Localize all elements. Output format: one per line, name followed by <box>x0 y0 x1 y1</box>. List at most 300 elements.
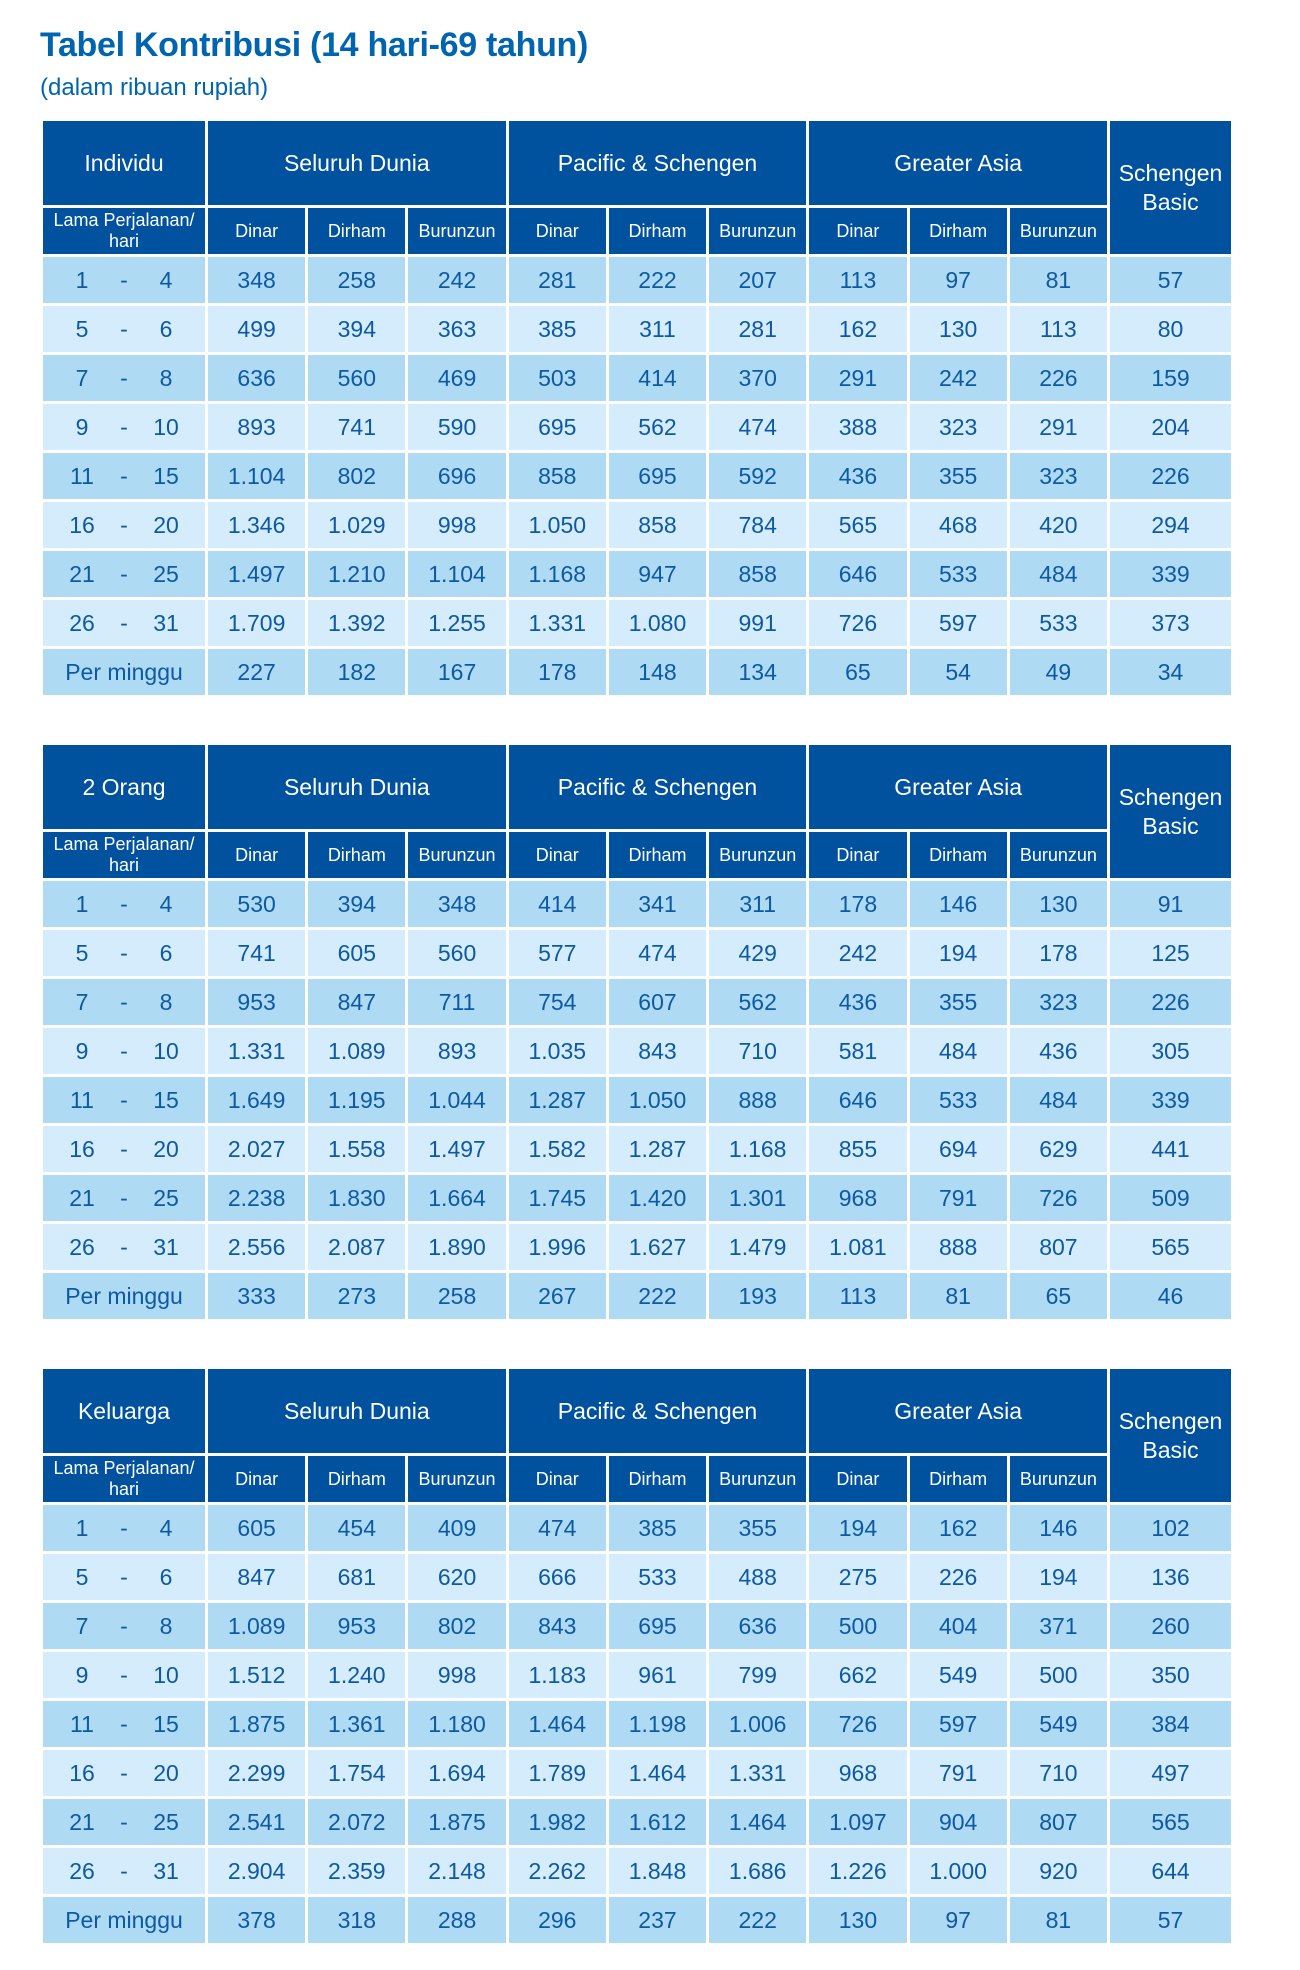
value-cell: 509 <box>1110 1175 1231 1221</box>
range-to: 4 <box>159 890 173 917</box>
value-cell: 291 <box>809 355 906 401</box>
value-cell: 311 <box>609 306 706 352</box>
duration-range <box>43 316 205 343</box>
range-from: 21 <box>69 1808 95 1835</box>
value-cell: 113 <box>1010 306 1107 352</box>
range-separator: - <box>120 1135 128 1162</box>
value-cell: 2.238 <box>208 1175 305 1221</box>
schengen-basic-header: Schengen Basic <box>1110 1369 1231 1502</box>
value-cell: 1.301 <box>709 1175 806 1221</box>
value-cell: 1.287 <box>609 1126 706 1172</box>
header-sub-row <box>43 1456 1231 1502</box>
range-to: 15 <box>153 1086 179 1113</box>
value-cell: 629 <box>1010 1126 1107 1172</box>
value-cell: 57 <box>1110 257 1231 303</box>
row-label <box>43 1554 205 1600</box>
value-cell: 953 <box>308 1603 405 1649</box>
duration-column-header <box>43 832 205 878</box>
value-cell: 855 <box>809 1126 906 1172</box>
value-cell: 1.497 <box>208 551 305 597</box>
value-cell: 549 <box>910 1652 1007 1698</box>
value-cell: 370 <box>709 355 806 401</box>
table-row <box>43 1603 1231 1649</box>
header-group-row <box>43 121 1231 205</box>
subcolumn-header: Dirham <box>910 832 1007 878</box>
value-cell: 888 <box>910 1224 1007 1270</box>
value-cell: 500 <box>1010 1652 1107 1698</box>
value-cell: 560 <box>408 930 505 976</box>
value-cell: 695 <box>609 1603 706 1649</box>
value-cell: 565 <box>1110 1799 1231 1845</box>
value-cell: 113 <box>809 257 906 303</box>
value-cell: 920 <box>1010 1848 1107 1894</box>
range-separator: - <box>120 364 128 391</box>
value-cell: 339 <box>1110 1077 1231 1123</box>
value-cell: 1.875 <box>408 1799 505 1845</box>
value-cell: 1.420 <box>609 1175 706 1221</box>
value-cell: 893 <box>208 404 305 450</box>
range-to: 8 <box>159 988 173 1015</box>
value-cell: 1.006 <box>709 1701 806 1747</box>
value-cell: 348 <box>408 881 505 927</box>
value-cell: 1.050 <box>609 1077 706 1123</box>
value-cell: 441 <box>1110 1126 1231 1172</box>
value-cell: 1.226 <box>809 1848 906 1894</box>
range-separator: - <box>120 315 128 342</box>
duration-range <box>43 1711 205 1738</box>
table-row <box>43 502 1231 548</box>
value-cell: 429 <box>709 930 806 976</box>
range-to: 15 <box>153 462 179 489</box>
range-from: 9 <box>75 1037 89 1064</box>
subcolumn-header: Dinar <box>809 208 906 254</box>
value-cell: 991 <box>709 600 806 646</box>
value-cell: 802 <box>408 1603 505 1649</box>
value-cell: 1.512 <box>208 1652 305 1698</box>
subcolumn-header: Dinar <box>809 1456 906 1502</box>
value-cell: 1.996 <box>509 1224 606 1270</box>
row-label <box>43 930 205 976</box>
range-to: 8 <box>159 1612 173 1639</box>
footer-value-cell: 167 <box>408 649 505 695</box>
value-cell: 162 <box>809 306 906 352</box>
value-cell: 436 <box>1010 1028 1107 1074</box>
footer-row <box>43 649 1231 695</box>
footer-value-cell: 65 <box>809 649 906 695</box>
value-cell: 607 <box>609 979 706 1025</box>
table-row <box>43 1799 1231 1845</box>
table-row <box>43 1028 1231 1074</box>
footer-row <box>43 1897 1231 1943</box>
range-to: 25 <box>153 1808 179 1835</box>
value-cell: 791 <box>910 1750 1007 1796</box>
table-row <box>43 453 1231 499</box>
footer-value-cell: 46 <box>1110 1273 1231 1319</box>
value-cell: 1.890 <box>408 1224 505 1270</box>
range-to: 31 <box>153 609 179 636</box>
group-header: Seluruh Dunia <box>208 121 506 205</box>
subcolumn-header: Dirham <box>308 832 405 878</box>
value-cell: 562 <box>609 404 706 450</box>
value-cell: 420 <box>1010 502 1107 548</box>
value-cell: 1.198 <box>609 1701 706 1747</box>
footer-value-cell: 134 <box>709 649 806 695</box>
value-cell: 242 <box>910 355 1007 401</box>
value-cell: 1.168 <box>709 1126 806 1172</box>
value-cell: 998 <box>408 502 505 548</box>
range-to: 4 <box>159 266 173 293</box>
value-cell: 904 <box>910 1799 1007 1845</box>
value-cell: 388 <box>809 404 906 450</box>
schengen-basic-header: Schengen Basic <box>1110 121 1231 254</box>
value-cell: 726 <box>1010 1175 1107 1221</box>
duration-range <box>43 1087 205 1114</box>
value-cell: 350 <box>1110 1652 1231 1698</box>
value-cell: 1.649 <box>208 1077 305 1123</box>
range-separator: - <box>120 511 128 538</box>
value-cell: 404 <box>910 1603 1007 1649</box>
value-cell: 341 <box>609 881 706 927</box>
value-cell: 136 <box>1110 1554 1231 1600</box>
value-cell: 533 <box>910 1077 1007 1123</box>
duration-range <box>43 365 205 392</box>
value-cell: 2.087 <box>308 1224 405 1270</box>
table-row <box>43 1750 1231 1796</box>
footer-value-cell: 34 <box>1110 649 1231 695</box>
range-from: 9 <box>75 413 89 440</box>
value-cell: 125 <box>1110 930 1231 976</box>
value-cell: 710 <box>709 1028 806 1074</box>
range-separator: - <box>120 1661 128 1688</box>
value-cell: 499 <box>208 306 305 352</box>
value-cell: 355 <box>910 979 1007 1025</box>
page-title: Tabel Kontribusi (14 hari-69 tahun) <box>40 26 589 64</box>
range-separator: - <box>120 939 128 966</box>
value-cell: 636 <box>709 1603 806 1649</box>
range-from: 11 <box>70 1086 94 1113</box>
duration-range <box>43 989 205 1016</box>
value-cell: 1.104 <box>208 453 305 499</box>
value-cell: 646 <box>809 551 906 597</box>
subcolumn-header: Burunzun <box>408 208 505 254</box>
value-cell: 409 <box>408 1505 505 1551</box>
value-cell: 194 <box>809 1505 906 1551</box>
subcolumn-header: Burunzun <box>709 1456 806 1502</box>
footer-value-cell: 81 <box>1010 1897 1107 1943</box>
range-from: 5 <box>75 939 89 966</box>
row-label <box>43 453 205 499</box>
range-to: 20 <box>153 511 179 538</box>
page-subtitle: (dalam ribuan rupiah) <box>40 74 269 101</box>
table-row <box>43 1701 1231 1747</box>
value-cell: 1.035 <box>509 1028 606 1074</box>
value-cell: 468 <box>910 502 1007 548</box>
duration-range <box>43 1515 205 1542</box>
duration-range <box>43 463 205 490</box>
footer-row <box>43 1273 1231 1319</box>
value-cell: 1.081 <box>809 1224 906 1270</box>
value-cell: 1.464 <box>509 1701 606 1747</box>
value-cell: 799 <box>709 1652 806 1698</box>
range-from: 21 <box>69 560 95 587</box>
footer-value-cell: 237 <box>609 1897 706 1943</box>
duration-header-line1: Lama Perjalanan/ <box>53 210 195 231</box>
footer-label: Per minggu <box>43 649 205 695</box>
value-cell: 1.392 <box>308 600 405 646</box>
value-cell: 2.299 <box>208 1750 305 1796</box>
range-from: 16 <box>69 511 95 538</box>
value-cell: 294 <box>1110 502 1231 548</box>
subcolumn-header: Dinar <box>208 832 305 878</box>
footer-value-cell: 148 <box>609 649 706 695</box>
value-cell: 363 <box>408 306 505 352</box>
table-row <box>43 1848 1231 1894</box>
value-cell: 323 <box>1010 453 1107 499</box>
range-from: 9 <box>75 1661 89 1688</box>
value-cell: 562 <box>709 979 806 1025</box>
range-to: 10 <box>153 1037 179 1064</box>
value-cell: 484 <box>910 1028 1007 1074</box>
value-cell: 130 <box>910 306 1007 352</box>
range-from: 26 <box>69 609 95 636</box>
value-cell: 858 <box>709 551 806 597</box>
row-label <box>43 502 205 548</box>
value-cell: 807 <box>1010 1799 1107 1845</box>
value-cell: 194 <box>910 930 1007 976</box>
row-label <box>43 1750 205 1796</box>
value-cell: 339 <box>1110 551 1231 597</box>
range-separator: - <box>120 988 128 1015</box>
row-label <box>43 1701 205 1747</box>
subcolumn-header: Burunzun <box>1010 1456 1107 1502</box>
value-cell: 590 <box>408 404 505 450</box>
value-cell: 226 <box>1110 453 1231 499</box>
duration-range <box>43 1038 205 1065</box>
footer-value-cell: 288 <box>408 1897 505 1943</box>
duration-column-header <box>43 208 205 254</box>
value-cell: 204 <box>1110 404 1231 450</box>
value-cell: 1.089 <box>208 1603 305 1649</box>
value-cell: 80 <box>1110 306 1231 352</box>
row-label <box>43 306 205 352</box>
value-cell: 414 <box>609 355 706 401</box>
range-to: 6 <box>159 315 173 342</box>
duration-range <box>43 1760 205 1787</box>
value-cell: 130 <box>1010 881 1107 927</box>
group-header: Seluruh Dunia <box>208 1369 506 1453</box>
range-to: 20 <box>153 1135 179 1162</box>
range-from: 7 <box>75 988 89 1015</box>
subcolumn-header: Dinar <box>509 208 606 254</box>
value-cell: 577 <box>509 930 606 976</box>
range-to: 31 <box>153 1857 179 1884</box>
value-cell: 1.029 <box>308 502 405 548</box>
duration-range <box>43 1613 205 1640</box>
value-cell: 666 <box>509 1554 606 1600</box>
subcolumn-header: Dirham <box>609 208 706 254</box>
value-cell: 194 <box>1010 1554 1107 1600</box>
subcolumn-header: Dinar <box>509 832 606 878</box>
value-cell: 998 <box>408 1652 505 1698</box>
table-row <box>43 1126 1231 1172</box>
table-row <box>43 306 1231 352</box>
duration-range <box>43 1809 205 1836</box>
value-cell: 469 <box>408 355 505 401</box>
row-label <box>43 1652 205 1698</box>
value-cell: 2.359 <box>308 1848 405 1894</box>
row-label <box>43 1848 205 1894</box>
subcolumn-header: Dinar <box>208 208 305 254</box>
value-cell: 581 <box>809 1028 906 1074</box>
schengen-basic-header: Schengen Basic <box>1110 745 1231 878</box>
duration-range <box>43 610 205 637</box>
duration-range <box>43 561 205 588</box>
subcolumn-header: Dirham <box>910 208 1007 254</box>
value-cell: 1.789 <box>509 1750 606 1796</box>
range-from: 21 <box>69 1184 95 1211</box>
value-cell: 533 <box>910 551 1007 597</box>
value-cell: 1.240 <box>308 1652 405 1698</box>
duration-range <box>43 891 205 918</box>
range-to: 25 <box>153 560 179 587</box>
table-row <box>43 355 1231 401</box>
value-cell: 291 <box>1010 404 1107 450</box>
value-cell: 242 <box>408 257 505 303</box>
value-cell: 1.709 <box>208 600 305 646</box>
subcolumn-header: Dirham <box>308 1456 405 1502</box>
table-row <box>43 1077 1231 1123</box>
group-header: Seluruh Dunia <box>208 745 506 829</box>
range-to: 10 <box>153 1661 179 1688</box>
range-from: 1 <box>75 890 89 917</box>
range-separator: - <box>120 1612 128 1639</box>
duration-range <box>43 414 205 441</box>
contribution-table <box>40 1366 1234 1946</box>
header-sub-row <box>43 208 1231 254</box>
value-cell: 1.000 <box>910 1848 1007 1894</box>
duration-header-line1: Lama Perjalanan/ <box>53 1458 195 1479</box>
range-separator: - <box>120 266 128 293</box>
table-row <box>43 979 1231 1025</box>
value-cell: 847 <box>208 1554 305 1600</box>
value-cell: 1.558 <box>308 1126 405 1172</box>
value-cell: 1.210 <box>308 551 405 597</box>
value-cell: 1.287 <box>509 1077 606 1123</box>
value-cell: 385 <box>509 306 606 352</box>
range-from: 1 <box>75 266 89 293</box>
subcolumn-header: Dirham <box>308 208 405 254</box>
value-cell: 226 <box>1010 355 1107 401</box>
value-cell: 414 <box>509 881 606 927</box>
value-cell: 1.331 <box>509 600 606 646</box>
range-separator: - <box>120 1514 128 1541</box>
value-cell: 1.694 <box>408 1750 505 1796</box>
value-cell: 947 <box>609 551 706 597</box>
footer-value-cell: 113 <box>809 1273 906 1319</box>
value-cell: 2.556 <box>208 1224 305 1270</box>
value-cell: 1.080 <box>609 600 706 646</box>
value-cell: 371 <box>1010 1603 1107 1649</box>
table-row <box>43 600 1231 646</box>
value-cell: 549 <box>1010 1701 1107 1747</box>
table-row <box>43 551 1231 597</box>
value-cell: 791 <box>910 1175 1007 1221</box>
header-group-row <box>43 745 1231 829</box>
value-cell: 323 <box>1010 979 1107 1025</box>
footer-value-cell: 222 <box>709 1897 806 1943</box>
value-cell: 2.904 <box>208 1848 305 1894</box>
value-cell: 1.331 <box>208 1028 305 1074</box>
range-from: 5 <box>75 1563 89 1590</box>
value-cell: 858 <box>509 453 606 499</box>
range-from: 26 <box>69 1233 95 1260</box>
value-cell: 258 <box>308 257 405 303</box>
range-from: 11 <box>70 1710 94 1737</box>
value-cell: 726 <box>809 600 906 646</box>
range-to: 6 <box>159 939 173 966</box>
value-cell: 597 <box>910 1701 1007 1747</box>
value-cell: 754 <box>509 979 606 1025</box>
value-cell: 1.875 <box>208 1701 305 1747</box>
range-separator: - <box>120 413 128 440</box>
footer-value-cell: 182 <box>308 649 405 695</box>
range-separator: - <box>120 609 128 636</box>
value-cell: 1.497 <box>408 1126 505 1172</box>
footer-value-cell: 318 <box>308 1897 405 1943</box>
value-cell: 1.104 <box>408 551 505 597</box>
value-cell: 385 <box>609 1505 706 1551</box>
duration-column-header <box>43 1456 205 1502</box>
value-cell: 1.180 <box>408 1701 505 1747</box>
value-cell: 1.464 <box>609 1750 706 1796</box>
group-header: Greater Asia <box>809 121 1107 205</box>
duration-range <box>43 1858 205 1885</box>
row-label <box>43 979 205 1025</box>
value-cell: 1.044 <box>408 1077 505 1123</box>
range-separator: - <box>120 1563 128 1590</box>
value-cell: 644 <box>1110 1848 1231 1894</box>
value-cell: 2.262 <box>509 1848 606 1894</box>
value-cell: 348 <box>208 257 305 303</box>
range-to: 10 <box>153 413 179 440</box>
range-separator: - <box>120 462 128 489</box>
duration-range <box>43 512 205 539</box>
value-cell: 384 <box>1110 1701 1231 1747</box>
header-group-row <box>43 1369 1231 1453</box>
row-label <box>43 881 205 927</box>
value-cell: 2.148 <box>408 1848 505 1894</box>
value-cell: 695 <box>509 404 606 450</box>
range-separator: - <box>120 1184 128 1211</box>
footer-value-cell: 65 <box>1010 1273 1107 1319</box>
subcolumn-header: Dinar <box>809 832 906 878</box>
value-cell: 355 <box>709 1505 806 1551</box>
range-from: 7 <box>75 364 89 391</box>
footer-value-cell: 57 <box>1110 1897 1231 1943</box>
value-cell: 323 <box>910 404 1007 450</box>
value-cell: 560 <box>308 355 405 401</box>
value-cell: 741 <box>308 404 405 450</box>
value-cell: 533 <box>609 1554 706 1600</box>
duration-range <box>43 1234 205 1261</box>
header-sub-row <box>43 832 1231 878</box>
value-cell: 696 <box>408 453 505 499</box>
value-cell: 1.183 <box>509 1652 606 1698</box>
value-cell: 436 <box>809 979 906 1025</box>
row-label <box>43 257 205 303</box>
group-header: Greater Asia <box>809 745 1107 829</box>
row-label <box>43 600 205 646</box>
